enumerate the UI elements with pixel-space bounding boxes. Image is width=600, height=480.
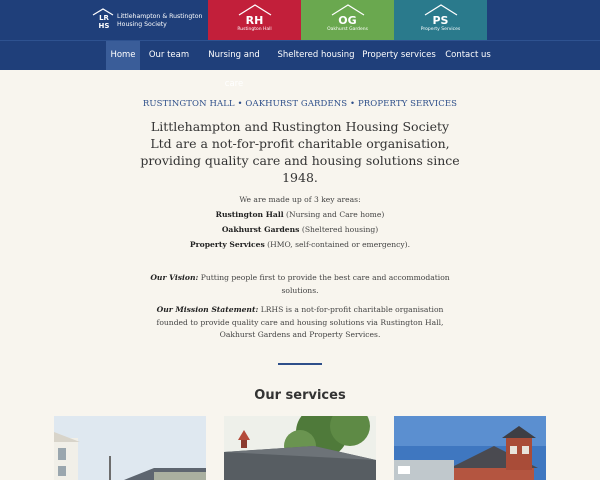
- key-area-name: Oakhurst Gardens: [221, 225, 300, 234]
- key-area-item: [0, 207, 600, 222]
- nav-item-home[interactable]: Home: [106, 41, 140, 70]
- brand-abbr: OG: [338, 14, 357, 27]
- key-area-name: Rustington Hall: [215, 210, 284, 219]
- brand-name: Oakhurst Gardens: [327, 27, 368, 32]
- brand-name: Property Services: [420, 27, 461, 32]
- key-area-desc: (Nursing and Care home): [286, 210, 385, 219]
- mission-text: LRHS is a not-for-profit charitable organisation founded to provide quality care and housing solutions via Rustington Hall, Oakhurst Gardens and Property Services.: [156, 305, 444, 339]
- key-area-desc: (HMO, self-contained or emergency).: [267, 240, 411, 249]
- nav-item-sheltered-housing[interactable]: Sheltered housing: [277, 50, 355, 60]
- key-area-desc: (Sheltered housing): [301, 225, 379, 234]
- service-card-photo-oakhurst[interactable]: [224, 416, 376, 480]
- service-card-photo-property[interactable]: [394, 416, 546, 480]
- brand-name: Rustington Hall: [237, 27, 272, 32]
- intro-heading: Littlehampton and Rustington Housing Society Ltd are a not-for-profit charitable organisation, providing quality care and housing solutions since 1948.: [140, 119, 460, 185]
- brand-tile-property-services[interactable]: [394, 0, 487, 40]
- key-areas-lead: We are made up of 3 key areas:: [239, 195, 361, 204]
- section-divider: [278, 363, 322, 365]
- nav-item-property-services[interactable]: Property services: [362, 50, 436, 60]
- brand-tile-rustington-hall[interactable]: [208, 0, 301, 40]
- key-areas: [0, 192, 600, 252]
- logo-mark-icon: [92, 8, 114, 32]
- brand-abbr: RH: [245, 14, 264, 27]
- main-nav: [0, 40, 600, 89]
- mission-statement: [140, 304, 460, 342]
- vision-statement: [140, 272, 460, 297]
- nav-item-our-team[interactable]: Our team: [148, 50, 190, 60]
- site-logo[interactable]: [92, 8, 212, 34]
- key-area-item: [0, 222, 600, 237]
- intro-eyebrow: RUSTINGTON HALL • OAKHURST GARDENS • PROPERTY SERVICES: [142, 99, 458, 109]
- key-area-name: Property Services: [189, 240, 265, 249]
- logo-name: Littlehampton & Rustington Housing Society: [117, 13, 203, 28]
- services-title: Our services: [254, 388, 346, 403]
- building-photo: [54, 416, 206, 480]
- key-area-item: [0, 237, 600, 252]
- brand-tile-oakhurst-gardens[interactable]: [301, 0, 394, 40]
- service-card-photo-rustington[interactable]: [54, 416, 206, 480]
- mission-label: Our Mission Statement:: [156, 305, 259, 314]
- brand-abbr: PS: [432, 14, 449, 27]
- vision-text: Putting people first to provide the best care and accommodation solutions.: [200, 273, 450, 295]
- nav-item-contact-us[interactable]: Contact us: [445, 50, 491, 60]
- vision-label: Our Vision:: [150, 273, 199, 282]
- logo-mark-text: LR HS: [98, 14, 110, 30]
- building-photo: [394, 416, 546, 480]
- nav-item-nursing-and-care[interactable]: Nursing and care: [208, 50, 260, 89]
- building-photo: [224, 416, 376, 480]
- site-header: [0, 0, 600, 40]
